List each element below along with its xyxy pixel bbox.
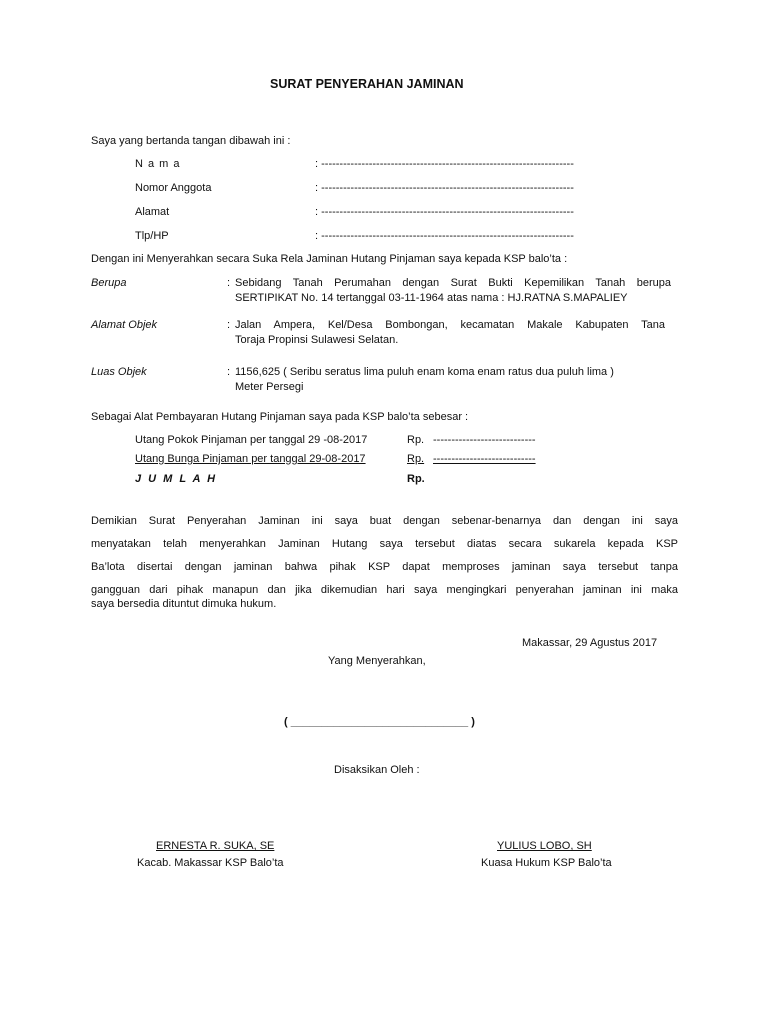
luas-objek-colon: : (227, 366, 231, 378)
witness-1-name: ERNESTA R. SUKA, SE (156, 840, 275, 852)
field-value-nomor-anggota: : --------------------------------------------------------------------- (315, 182, 574, 194)
alamat-objek-line-2: Toraja Propinsi Sulawesi Selatan. (235, 334, 399, 346)
alamat-objek-line-1: Jalan Ampera, Kel/Desa Bombongan, kecamatan Makale Kabupaten Tana (235, 319, 665, 331)
statement-text: Dengan ini Menyerahkan secara Suka Rela Jaminan Hutang Pinjaman saya kepada KSP balo’ta : (91, 253, 568, 265)
intro-text: Saya yang bertanda tangan dibawah ini : (91, 135, 291, 147)
closing-line: gangguan dari pihak manapun dan jika dikemudian hari saya mengingkari penyerahan jaminan ini maka (91, 584, 678, 596)
utang-pokok-amount: ---------------------------- (433, 434, 536, 446)
closing-line: menyatakan telah menyerahkan Jaminan Hutang saya tersebut diatas secara sukarela kepada KSP (91, 538, 678, 550)
field-value-nama: : --------------------------------------------------------------------- (315, 158, 574, 170)
field-label-alamat: Alamat (135, 206, 170, 218)
witness-2-role: Kuasa Hukum KSP Balo’ta (481, 857, 612, 869)
witness-1-role: Kacab. Makassar KSP Balo’ta (137, 857, 284, 869)
closing-line: Ba’lota disertai dengan jaminan bahwa pihak KSP dapat memproses jaminan saya tersebut tanpa (91, 561, 678, 573)
alamat-objek-label: Alamat Objek (91, 319, 158, 331)
jumlah-rp: Rp. (407, 473, 425, 485)
berupa-label: Berupa (91, 277, 127, 289)
field-label-tlp: Tlp/HP (135, 230, 169, 242)
field-label-nomor-anggota: Nomor Anggota (135, 182, 212, 194)
field-label-nama: N a m a (135, 158, 181, 170)
signer-heading: Yang Menyerahkan, (328, 655, 426, 667)
utang-bunga-amount: ---------------------------- (433, 453, 536, 465)
payment-intro-text: Sebagai Alat Pembayaran Hutang Pinjaman saya pada KSP balo’ta sebesar : (91, 411, 469, 423)
luas-objek-label: Luas Objek (91, 366, 147, 378)
place-date: Makassar, 29 Agustus 2017 (522, 637, 658, 649)
closing-line: saya bersedia dituntut dimuka hukum. (91, 598, 277, 610)
luas-objek-line-2: Meter Persegi (235, 381, 304, 393)
berupa-line-1: Sebidang Tanah Perumahan dengan Surat Bukti Kepemilikan Tanah berupa (235, 277, 671, 289)
closing-line: Demikian Surat Penyerahan Jaminan ini saya buat dengan sebenar-benarnya dan dengan ini saya (91, 515, 678, 527)
luas-objek-line-1: 1156,625 ( Seribu seratus lima puluh enam koma enam ratus dua puluh lima ) (235, 366, 614, 378)
field-value-alamat: : --------------------------------------------------------------------- (315, 206, 574, 218)
witness-heading: Disaksikan Oleh : (334, 764, 420, 776)
alamat-objek-colon: : (227, 319, 231, 331)
utang-bunga-label: Utang Bunga Pinjaman per tanggal 29-08-2017 (135, 453, 366, 465)
berupa-line-2: SERTIPIKAT No. 14 tertanggal 03-11-1964 atas nama : HJ.RATNA S.MAPALIEY (235, 292, 628, 304)
signature-line: ( _____________________________ ) (284, 716, 475, 728)
document-title: SURAT PENYERAHAN JAMINAN (270, 77, 464, 91)
utang-pokok-label: Utang Pokok Pinjaman per tanggal 29 -08-2017 (135, 434, 368, 446)
berupa-colon: : (227, 277, 231, 289)
jumlah-label: J U M L A H (135, 473, 218, 485)
utang-pokok-rp: Rp. (407, 434, 425, 446)
field-value-tlp: : --------------------------------------------------------------------- (315, 230, 574, 242)
utang-bunga-rp: Rp. (407, 453, 425, 465)
witness-2-name: YULIUS LOBO, SH (497, 840, 592, 852)
